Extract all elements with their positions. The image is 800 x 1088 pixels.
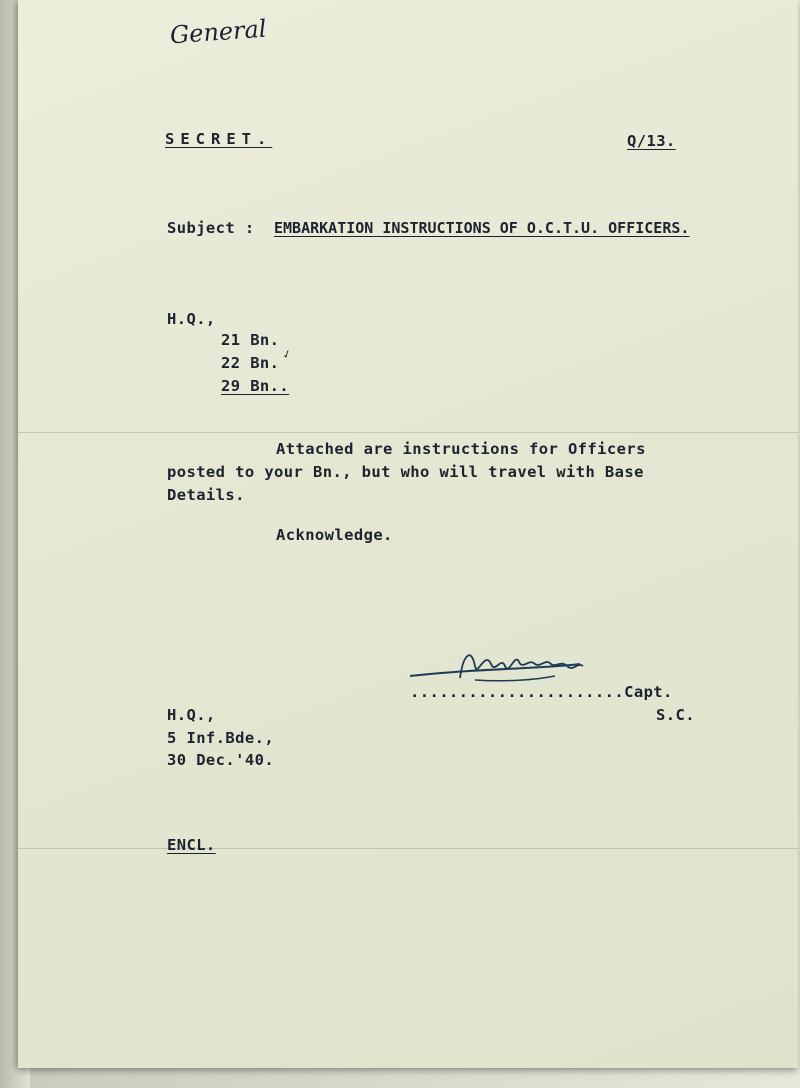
addressee-21bn: 21 Bn. <box>221 331 280 349</box>
body-line-1: Attached are instructions for Officers <box>276 440 646 458</box>
tick-mark: ✓ <box>280 346 294 363</box>
addressee-22bn: 22 Bn. <box>221 354 280 372</box>
reference-number: Q/13. <box>627 132 676 150</box>
fold-line <box>18 432 798 433</box>
signature-role: S.C. <box>656 706 695 724</box>
fold-line <box>18 848 798 849</box>
subject-label: Subject : <box>167 219 255 237</box>
addressee-hq: H.Q., <box>167 310 216 328</box>
origin-date: 30 Dec.'40. <box>167 751 275 769</box>
classification-heading: SECRET. <box>165 130 273 148</box>
addressee-29bn: 29 Bn.. <box>221 377 290 395</box>
enclosure-marker: ENCL. <box>167 836 216 854</box>
origin-unit: 5 Inf.Bde., <box>167 729 275 747</box>
handwritten-annotation: General <box>169 14 268 50</box>
acknowledge-line: Acknowledge. <box>276 526 393 544</box>
signature-line: ......................Capt. <box>410 683 673 701</box>
body-line-2: posted to your Bn., but who will travel with Base <box>167 463 644 481</box>
origin-hq: H.Q., <box>167 706 216 724</box>
subject-text: EMBARKATION INSTRUCTIONS OF O.C.T.U. OFFICERS. <box>274 219 690 237</box>
document-page <box>18 0 798 1068</box>
body-line-3: Details. <box>167 486 245 504</box>
